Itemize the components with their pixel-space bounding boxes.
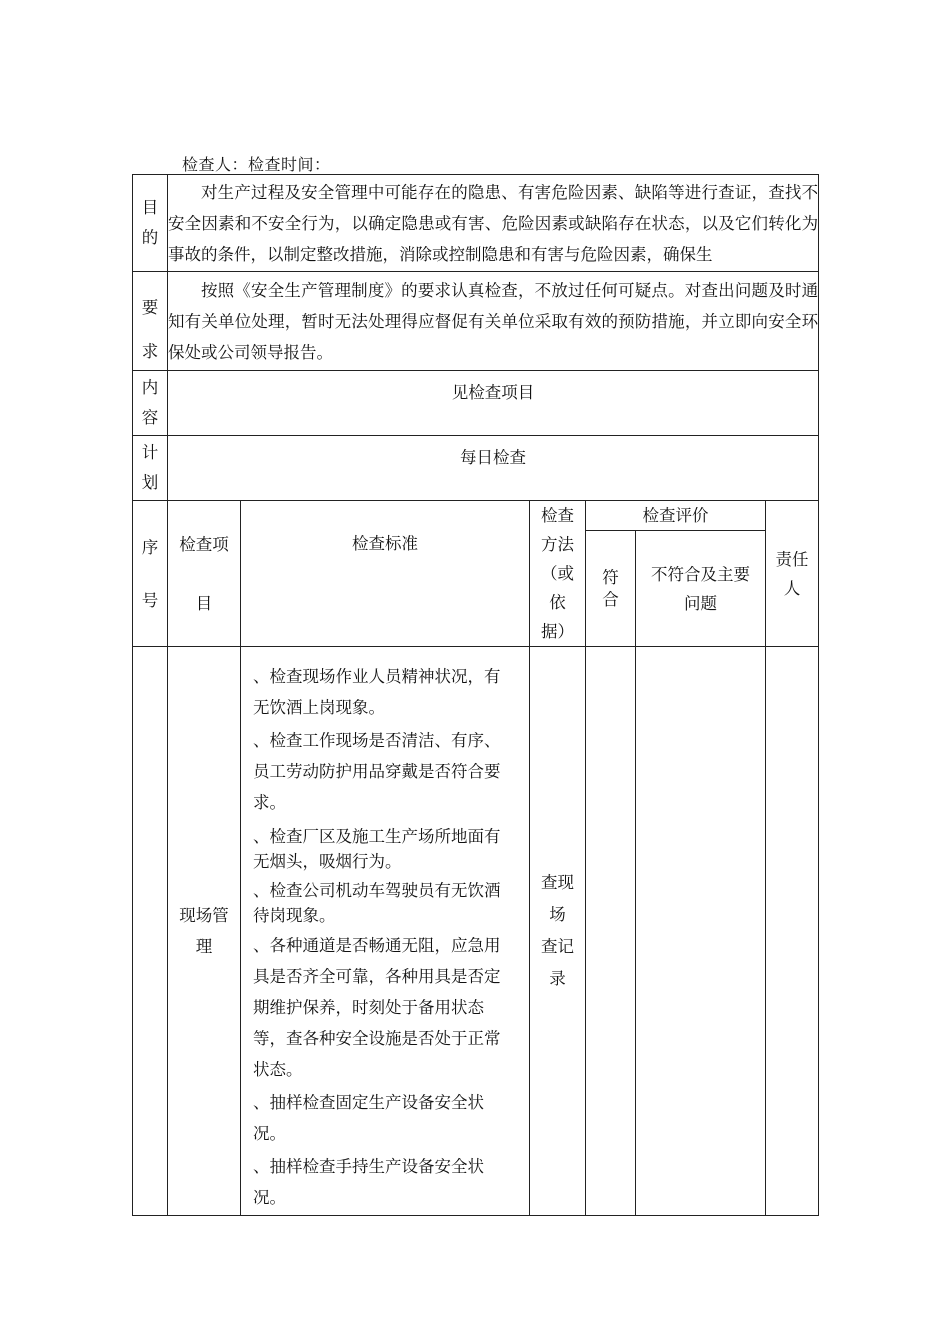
criteria-item: 、检查公司机动车驾驶员有无饮酒 待岗现象。 <box>253 881 501 925</box>
item-header: 检查项 目 <box>168 501 241 647</box>
row-method: 查现 场 查记 录 <box>530 647 586 1216</box>
standard-header: 检查标准 <box>241 501 530 647</box>
requirement-label: 要 求 <box>133 272 168 371</box>
conform-header: 符 合 <box>586 531 636 647</box>
row-item: 现场管 理 <box>168 647 241 1216</box>
nonconform-header: 不符合及主要 问题 <box>636 531 766 647</box>
row-conform[interactable] <box>586 647 636 1216</box>
requirement-row <box>133 272 819 371</box>
purpose-label: 目 的 <box>133 175 168 272</box>
table-row <box>133 647 819 1216</box>
plan-text: 每日检查 <box>168 436 819 501</box>
seq-header: 序 号 <box>133 501 168 647</box>
inspection-form-table <box>132 174 819 1216</box>
responsible-header: 责任 人 <box>766 501 819 647</box>
inspector-time-line: 检查人：检查时间： <box>182 155 331 174</box>
purpose-row <box>133 175 819 272</box>
criteria-item: 、检查现场作业人员精神状况，有 无饮酒上岗现象。 <box>253 667 501 717</box>
content-text: 见检查项目 <box>168 371 819 436</box>
criteria-item: 、抽样检查手持生产设备安全状 况。 <box>253 1157 484 1207</box>
purpose-text: 对生产过程及安全管理中可能存在的隐患、有害危险因素、缺陷等进行查证，查找不安全因素和不安全行为，以确定隐患或有害、危险因素或缺陷存在状态，以及它们转化为事故的条件，以制定整改措施，消除或控制隐患和有害与危险因素，确保生 <box>168 175 819 272</box>
table-header-row-1 <box>133 501 819 531</box>
content-row <box>133 371 819 436</box>
row-nonconform[interactable] <box>636 647 766 1216</box>
row-criteria <box>241 647 530 1216</box>
row-seq <box>133 647 168 1216</box>
content-label: 内 容 <box>133 371 168 436</box>
method-header: 检查 方法 （或 依 据） <box>530 501 586 647</box>
criteria-item: 、抽样检查固定生产设备安全状 况。 <box>253 1093 484 1143</box>
requirement-text: 按照《安全生产管理制度》的要求认真检查，不放过任何可疑点。对查出问题及时通知有关单位处理，暂时无法处理得应督促有关单位采取有效的预防措施，并立即向安全环保处或公司领导报告。 <box>168 272 819 371</box>
criteria-item: 、各种通道是否畅通无阻，应急用 具是否齐全可靠，各种用具是否定 期维护保养，时刻处于备用状态 等，查各种安全设施是否处于正常 状态。 <box>253 936 501 1079</box>
criteria-item: 、检查工作现场是否清洁、有序、 员工劳动防护用品穿戴是否符合要 求。 <box>253 731 501 812</box>
plan-label: 计 划 <box>133 436 168 501</box>
criteria-item: 、检查厂区及施工生产场所地面有 无烟头，吸烟行为。 <box>253 827 501 871</box>
evaluation-header: 检查评价 <box>586 501 766 531</box>
plan-row <box>133 436 819 501</box>
row-responsible[interactable] <box>766 647 819 1216</box>
